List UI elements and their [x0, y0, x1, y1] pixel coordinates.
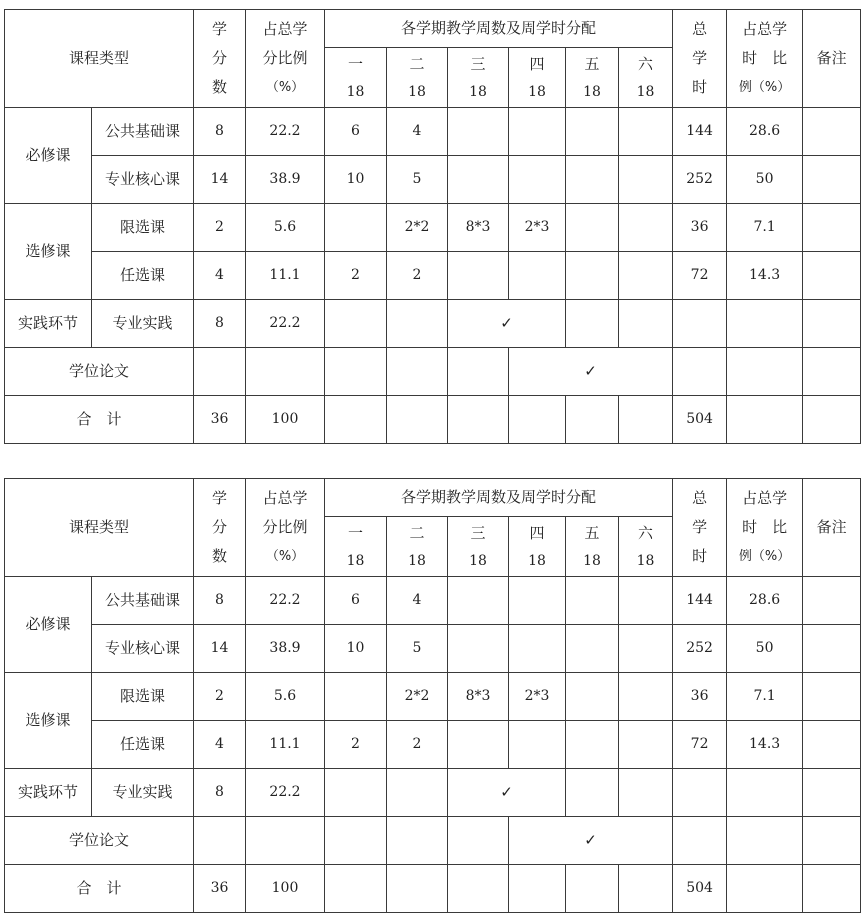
semester-header — [325, 517, 387, 577]
group-elective: 选修课 — [5, 673, 92, 769]
table-row — [5, 817, 861, 865]
semester-name: 一 — [348, 54, 364, 73]
semester-cell: 5 — [387, 156, 448, 204]
semester-weeks: 18 — [469, 552, 487, 569]
credits-cell: 14 — [194, 156, 246, 204]
header-line: 占总学 — [262, 489, 308, 507]
semester-cell — [619, 300, 673, 348]
credits-header — [194, 479, 246, 577]
semester-cell — [619, 396, 673, 444]
header-line: 时 比 — [742, 49, 788, 67]
semester-cell: 4 — [387, 577, 448, 625]
remarks-cell — [803, 673, 861, 721]
semester-cell — [448, 108, 509, 156]
course-type-header: 课程类型 — [5, 479, 194, 577]
semester-name: 五 — [584, 54, 600, 73]
hours-ratio-cell — [727, 396, 803, 444]
semester-cell — [566, 721, 619, 769]
semester-cell — [509, 865, 566, 913]
semester-cell — [325, 817, 387, 865]
semester-cell — [619, 721, 673, 769]
total-hours-cell — [673, 348, 727, 396]
semester-cell — [325, 348, 387, 396]
credit-ratio-cell: 5.6 — [246, 673, 325, 721]
header-line: 占总学 — [742, 20, 788, 38]
header-line: 占总学 — [262, 20, 308, 38]
semester-cell — [448, 817, 509, 865]
semester-cell — [448, 625, 509, 673]
credit-ratio-cell: 5.6 — [246, 204, 325, 252]
semester-name: 四 — [529, 523, 545, 542]
hours-ratio-cell: 14.3 — [727, 252, 803, 300]
course-name: 公共基础课 — [92, 577, 194, 625]
group-thesis: 学位论文 — [5, 817, 194, 865]
hours-ratio-header — [727, 10, 803, 108]
semester-weeks: 18 — [583, 552, 601, 569]
credit-ratio-cell: 11.1 — [246, 252, 325, 300]
remarks-cell — [803, 817, 861, 865]
remarks-header: 备注 — [803, 479, 861, 577]
credits-cell: 36 — [194, 865, 246, 913]
header-line: 分比例 — [262, 518, 308, 536]
semester-weeks: 18 — [346, 552, 365, 569]
check-mark: ✓ — [509, 348, 673, 396]
semester-weeks: 18 — [583, 83, 601, 100]
credits-cell: 8 — [194, 300, 246, 348]
table-row — [5, 865, 861, 913]
semester-distribution-header: 各学期教学周数及周学时分配 — [325, 10, 673, 48]
credit-ratio-header — [246, 10, 325, 108]
credits-header — [194, 10, 246, 108]
credits-cell: 36 — [194, 396, 246, 444]
semester-cell: 8*3 — [448, 673, 509, 721]
credit-ratio-cell: 100 — [246, 865, 325, 913]
semester-cell: 2 — [325, 252, 387, 300]
header-line: 学 — [212, 489, 228, 507]
header-line: 分 — [212, 49, 228, 67]
semester-name: 六 — [638, 523, 654, 542]
semester-header — [619, 48, 673, 108]
table-row — [5, 156, 861, 204]
header-line: 分 — [212, 518, 228, 536]
semester-header — [325, 48, 387, 108]
header-line: 学 — [692, 518, 708, 536]
semester-cell: 2*2 — [387, 204, 448, 252]
semester-cell — [509, 252, 566, 300]
semester-name: 二 — [409, 54, 425, 73]
semester-header — [448, 48, 509, 108]
semester-cell — [566, 156, 619, 204]
hours-ratio-cell — [727, 865, 803, 913]
header-line: （%） — [265, 549, 305, 564]
hours-ratio-cell — [727, 300, 803, 348]
semester-name: 六 — [638, 54, 654, 73]
table-row — [5, 108, 861, 156]
course-name: 任选课 — [92, 721, 194, 769]
semester-header — [509, 48, 566, 108]
semester-weeks: 18 — [528, 83, 546, 100]
semester-cell — [619, 577, 673, 625]
table-row — [5, 673, 861, 721]
semester-name: 二 — [409, 523, 425, 542]
header-line: 占总学 — [742, 489, 788, 507]
semester-name: 一 — [348, 523, 364, 542]
remarks-cell — [803, 865, 861, 913]
total-hours-header — [673, 10, 727, 108]
semester-cell — [619, 252, 673, 300]
semester-cell — [619, 769, 673, 817]
semester-cell: 2*3 — [509, 673, 566, 721]
semester-cell — [619, 625, 673, 673]
semester-cell — [566, 204, 619, 252]
semester-cell — [509, 577, 566, 625]
credits-cell: 2 — [194, 204, 246, 252]
semester-cell: 10 — [325, 625, 387, 673]
semester-cell — [619, 156, 673, 204]
credit-ratio-cell: 100 — [246, 396, 325, 444]
semester-name: 三 — [470, 523, 486, 542]
remarks-header: 备注 — [803, 10, 861, 108]
group-required: 必修课 — [5, 108, 92, 204]
semester-cell — [448, 721, 509, 769]
semester-cell: 8*3 — [448, 204, 509, 252]
credits-cell: 14 — [194, 625, 246, 673]
semester-cell: 10 — [325, 156, 387, 204]
total-hours-cell — [673, 817, 727, 865]
semester-header — [509, 517, 566, 577]
credit-ratio-cell: 22.2 — [246, 769, 325, 817]
total-hours-cell: 252 — [673, 625, 727, 673]
check-mark: ✓ — [448, 300, 566, 348]
curriculum-table-2 — [4, 478, 861, 913]
table-row — [5, 252, 861, 300]
remarks-cell — [803, 721, 861, 769]
semester-cell — [387, 396, 448, 444]
credits-cell — [194, 348, 246, 396]
hours-ratio-cell: 50 — [727, 156, 803, 204]
semester-cell — [325, 673, 387, 721]
hours-ratio-cell: 28.6 — [727, 577, 803, 625]
course-name: 专业实践 — [92, 300, 194, 348]
table-row — [5, 769, 861, 817]
semester-cell — [566, 769, 619, 817]
total-hours-header — [673, 479, 727, 577]
semester-cell — [619, 865, 673, 913]
semester-name: 三 — [470, 54, 486, 73]
semester-cell — [448, 252, 509, 300]
credits-cell: 4 — [194, 252, 246, 300]
credits-cell — [194, 817, 246, 865]
semester-cell — [448, 348, 509, 396]
semester-cell — [619, 108, 673, 156]
semester-header — [387, 517, 448, 577]
hours-ratio-cell: 7.1 — [727, 673, 803, 721]
total-hours-cell: 36 — [673, 673, 727, 721]
semester-cell — [448, 156, 509, 204]
remarks-cell — [803, 625, 861, 673]
total-hours-cell: 144 — [673, 577, 727, 625]
table-row — [5, 348, 861, 396]
semester-cell — [325, 396, 387, 444]
course-name: 专业实践 — [92, 769, 194, 817]
semester-weeks: 18 — [636, 83, 655, 100]
semester-cell — [387, 817, 448, 865]
semester-cell: 2 — [387, 252, 448, 300]
semester-cell — [387, 348, 448, 396]
semester-cell — [619, 204, 673, 252]
hours-ratio-cell: 14.3 — [727, 721, 803, 769]
hours-ratio-cell — [727, 817, 803, 865]
semester-cell — [619, 673, 673, 721]
remarks-cell — [803, 204, 861, 252]
total-hours-cell: 72 — [673, 252, 727, 300]
semester-weeks: 18 — [408, 83, 426, 100]
semester-weeks: 18 — [408, 552, 426, 569]
credits-cell: 8 — [194, 769, 246, 817]
semester-cell — [566, 396, 619, 444]
total-hours-cell: 72 — [673, 721, 727, 769]
semester-cell — [566, 577, 619, 625]
semester-cell — [566, 252, 619, 300]
hours-ratio-cell: 50 — [727, 625, 803, 673]
course-name: 任选课 — [92, 252, 194, 300]
semester-cell — [448, 396, 509, 444]
semester-weeks: 18 — [469, 83, 487, 100]
semester-cell: 5 — [387, 625, 448, 673]
semester-cell — [509, 108, 566, 156]
hours-ratio-header — [727, 479, 803, 577]
group-thesis: 学位论文 — [5, 348, 194, 396]
course-name: 限选课 — [92, 673, 194, 721]
semester-cell — [387, 769, 448, 817]
course-name: 公共基础课 — [92, 108, 194, 156]
semester-cell — [566, 300, 619, 348]
credit-ratio-cell: 38.9 — [246, 156, 325, 204]
group-practice: 实践环节 — [5, 769, 92, 817]
semester-header — [566, 517, 619, 577]
semester-cell: 2 — [387, 721, 448, 769]
remarks-cell — [803, 769, 861, 817]
credit-ratio-cell — [246, 817, 325, 865]
group-total: 合 计 — [5, 865, 194, 913]
course-name: 专业核心课 — [92, 156, 194, 204]
semester-name: 四 — [529, 54, 545, 73]
semester-cell — [509, 156, 566, 204]
semester-cell — [325, 769, 387, 817]
credit-ratio-cell: 38.9 — [246, 625, 325, 673]
semester-name: 五 — [584, 523, 600, 542]
table-row — [5, 396, 861, 444]
total-hours-cell — [673, 769, 727, 817]
semester-cell — [325, 300, 387, 348]
remarks-cell — [803, 577, 861, 625]
semester-cell: 6 — [325, 577, 387, 625]
header-line: 学 — [692, 49, 708, 67]
check-mark: ✓ — [509, 817, 673, 865]
semester-cell — [325, 204, 387, 252]
semester-cell — [448, 865, 509, 913]
curriculum-table-1 — [4, 9, 861, 444]
remarks-cell — [803, 396, 861, 444]
header-line: 总 — [692, 20, 708, 38]
remarks-cell — [803, 348, 861, 396]
header-line: 时 — [692, 78, 708, 96]
semester-cell — [566, 865, 619, 913]
remarks-cell — [803, 156, 861, 204]
total-hours-cell: 144 — [673, 108, 727, 156]
semester-weeks: 18 — [528, 552, 546, 569]
semester-header — [448, 517, 509, 577]
semester-cell — [387, 300, 448, 348]
group-practice: 实践环节 — [5, 300, 92, 348]
total-hours-cell: 504 — [673, 396, 727, 444]
semester-cell — [448, 577, 509, 625]
semester-cell: 2 — [325, 721, 387, 769]
group-elective: 选修课 — [5, 204, 92, 300]
credits-cell: 2 — [194, 673, 246, 721]
semester-cell: 4 — [387, 108, 448, 156]
hours-ratio-cell: 7.1 — [727, 204, 803, 252]
hours-ratio-cell: 28.6 — [727, 108, 803, 156]
semester-cell — [509, 625, 566, 673]
group-required: 必修课 — [5, 577, 92, 673]
credit-ratio-cell — [246, 348, 325, 396]
header-line: 总 — [692, 489, 708, 507]
header-line: 例（%） — [738, 80, 791, 95]
course-name: 专业核心课 — [92, 625, 194, 673]
table-row — [5, 721, 861, 769]
header-line: 学 — [212, 20, 228, 38]
credit-ratio-cell: 22.2 — [246, 300, 325, 348]
table-row — [5, 625, 861, 673]
credits-cell: 8 — [194, 108, 246, 156]
semester-weeks: 18 — [346, 83, 365, 100]
course-type-header: 课程类型 — [5, 10, 194, 108]
remarks-cell — [803, 108, 861, 156]
semester-distribution-header: 各学期教学周数及周学时分配 — [325, 479, 673, 517]
credit-ratio-cell: 22.2 — [246, 108, 325, 156]
total-hours-cell: 504 — [673, 865, 727, 913]
semester-cell — [566, 673, 619, 721]
header-line: 时 — [692, 547, 708, 565]
semester-cell — [566, 108, 619, 156]
check-mark: ✓ — [448, 769, 566, 817]
table-row — [5, 577, 861, 625]
semester-header — [566, 48, 619, 108]
semester-header — [619, 517, 673, 577]
table-row — [5, 204, 861, 252]
semester-cell: 2*2 — [387, 673, 448, 721]
table-row — [5, 300, 861, 348]
semester-cell: 2*3 — [509, 204, 566, 252]
group-total: 合 计 — [5, 396, 194, 444]
semester-cell — [325, 865, 387, 913]
header-line: 数 — [212, 547, 228, 565]
semester-cell — [509, 721, 566, 769]
credit-ratio-cell: 22.2 — [246, 577, 325, 625]
credit-ratio-header — [246, 479, 325, 577]
semester-cell: 6 — [325, 108, 387, 156]
remarks-cell — [803, 300, 861, 348]
credits-cell: 4 — [194, 721, 246, 769]
credits-cell: 8 — [194, 577, 246, 625]
hours-ratio-cell — [727, 769, 803, 817]
header-line: 分比例 — [262, 49, 308, 67]
remarks-cell — [803, 252, 861, 300]
hours-ratio-cell — [727, 348, 803, 396]
semester-header — [387, 48, 448, 108]
total-hours-cell — [673, 300, 727, 348]
course-name: 限选课 — [92, 204, 194, 252]
credit-ratio-cell: 11.1 — [246, 721, 325, 769]
header-line: 数 — [212, 78, 228, 96]
semester-cell — [387, 865, 448, 913]
total-hours-cell: 252 — [673, 156, 727, 204]
semester-weeks: 18 — [636, 552, 655, 569]
semester-cell — [566, 625, 619, 673]
semester-cell — [509, 396, 566, 444]
header-line: 例（%） — [738, 549, 791, 564]
total-hours-cell: 36 — [673, 204, 727, 252]
header-line: （%） — [265, 80, 305, 95]
header-line: 时 比 — [742, 518, 788, 536]
